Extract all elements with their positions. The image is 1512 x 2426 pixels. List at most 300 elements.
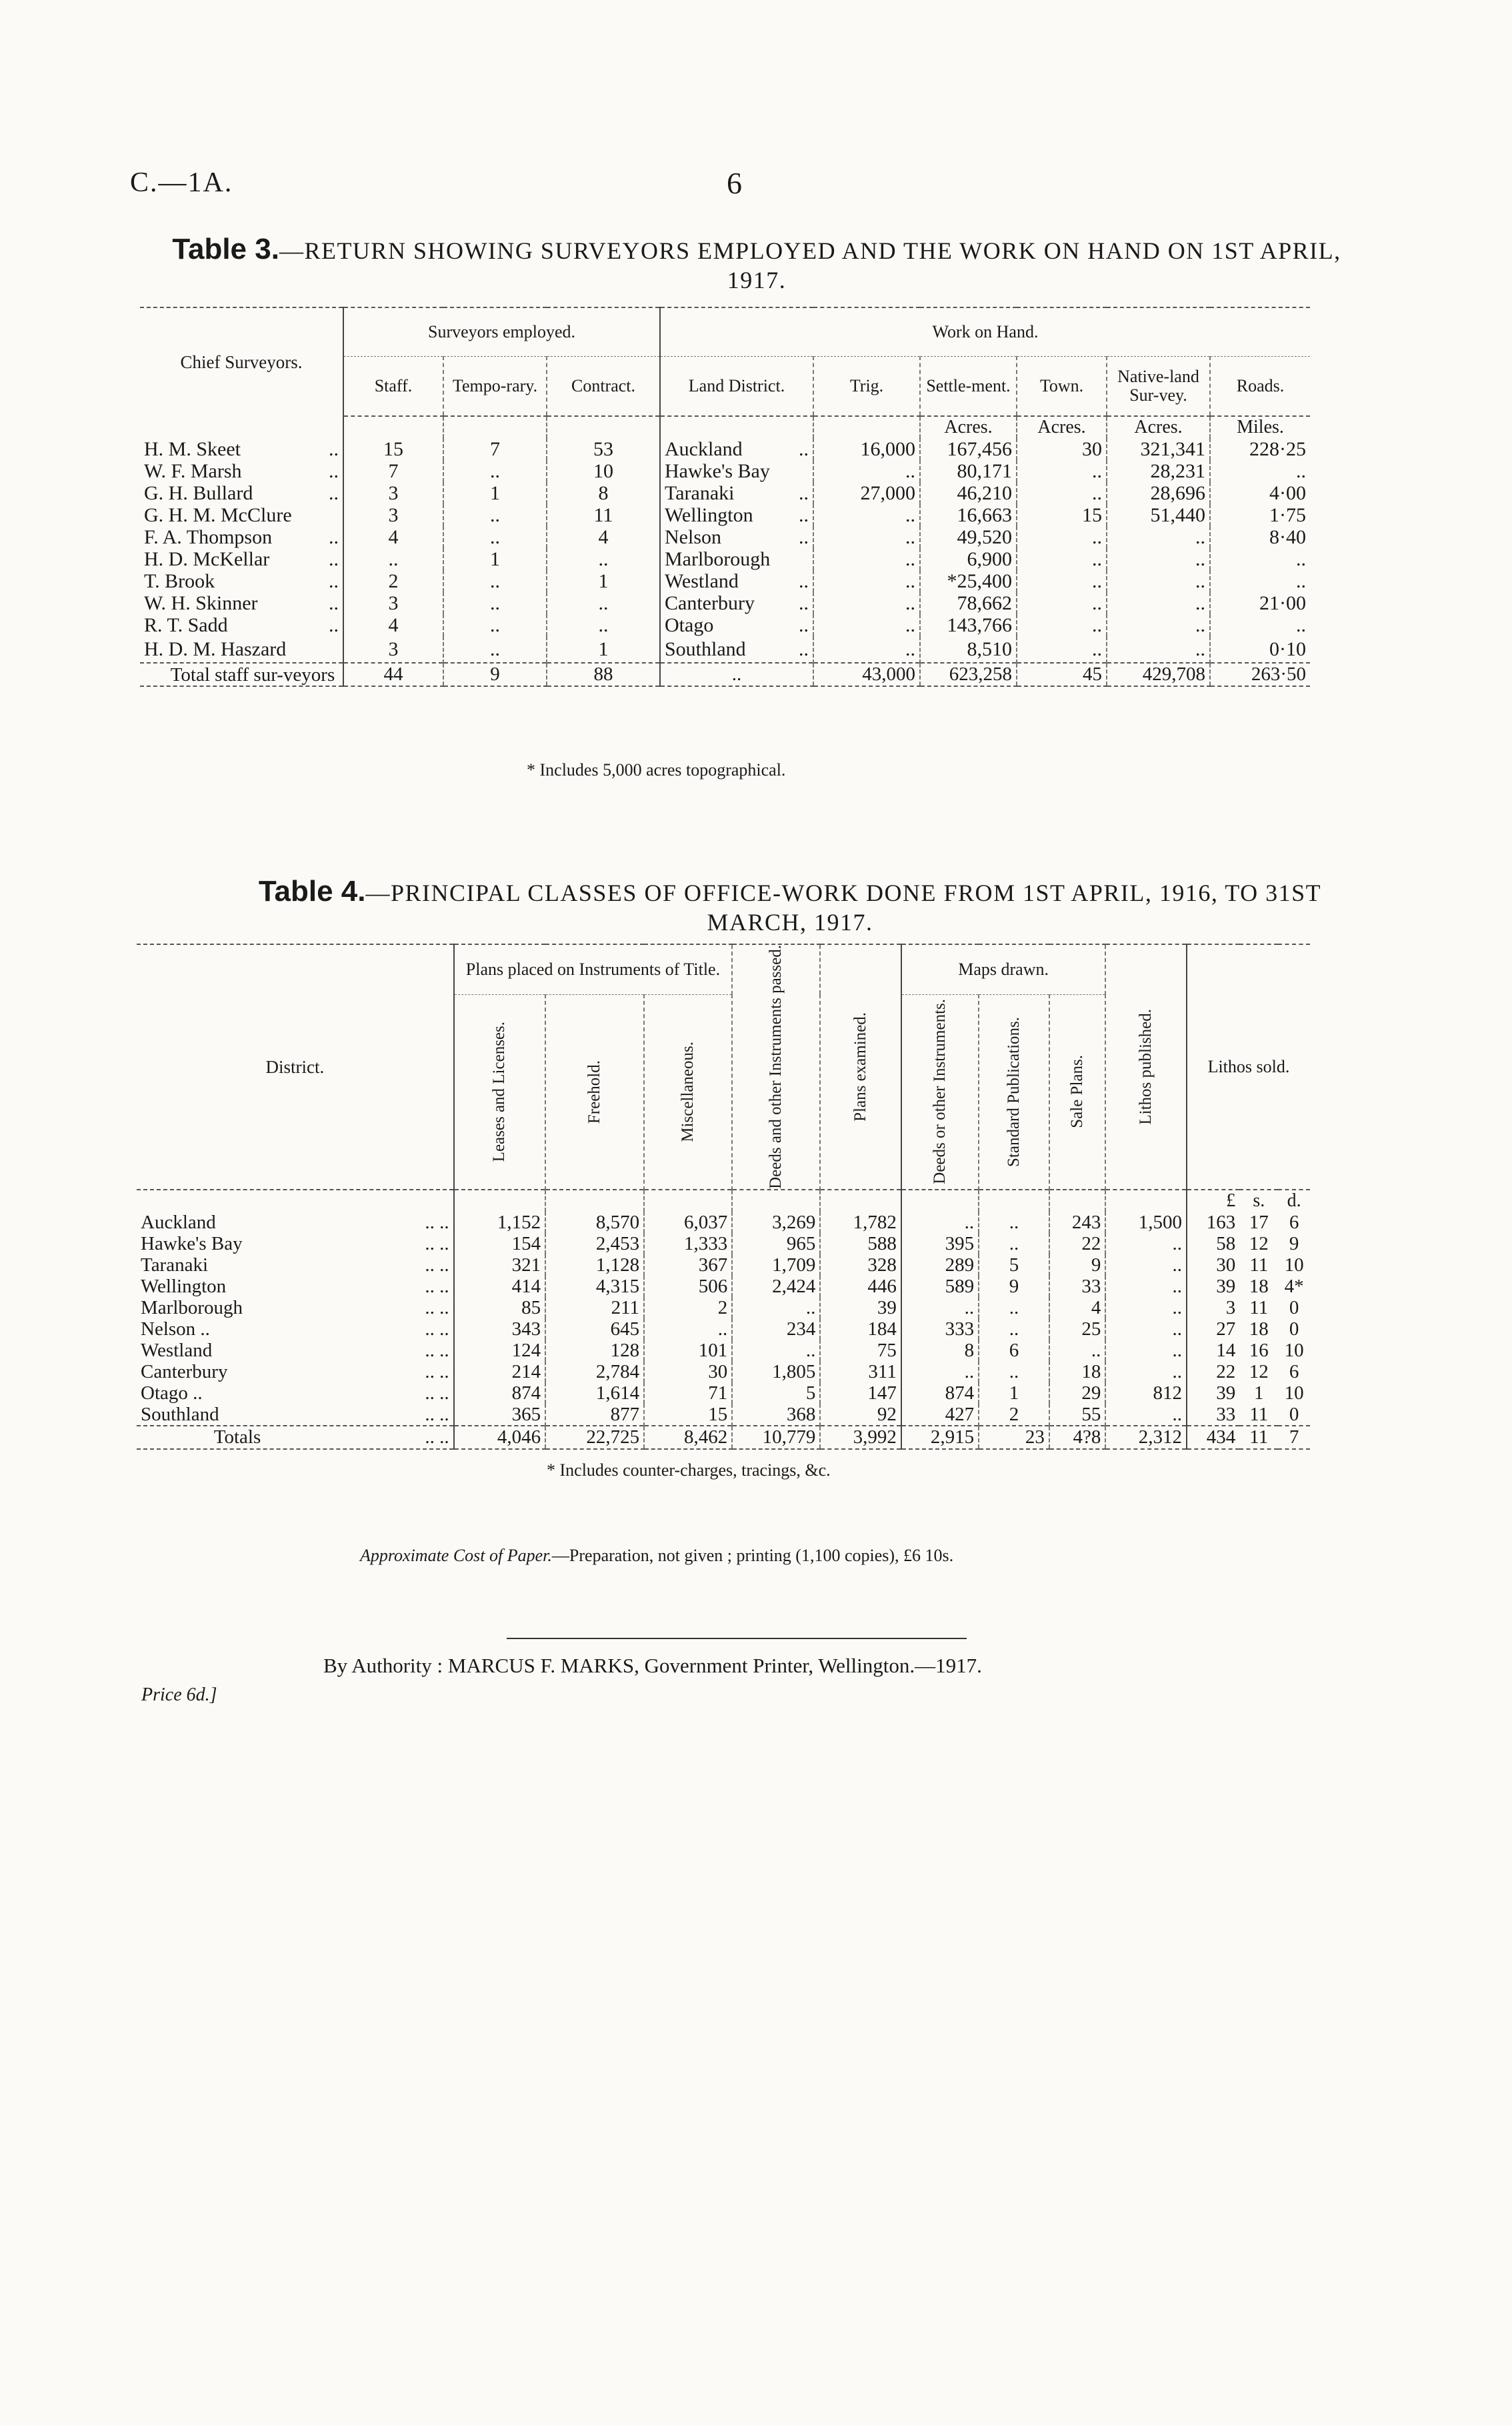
- table3-cell-native: ..: [1107, 614, 1210, 636]
- table4-cell-deeds: 965: [732, 1233, 820, 1254]
- table4-total-label: Totals: [213, 1426, 261, 1448]
- table3-cell-trig: ..: [813, 460, 920, 482]
- table4-cell-pence: 9: [1289, 1232, 1299, 1254]
- table3-district-cell: [660, 548, 813, 570]
- district-name: Hawke's Bay: [141, 1232, 243, 1254]
- table3: [140, 307, 1310, 687]
- table4-row: [137, 1276, 1310, 1297]
- table4-cell-leases: 414: [454, 1276, 545, 1297]
- table4-cell-freehold: 4,315: [545, 1276, 644, 1297]
- table3-chief-cell: [140, 548, 343, 570]
- land-district-name: Marlborough: [665, 548, 771, 570]
- table3-cell-native: ..: [1107, 526, 1210, 548]
- table3-cell-trig: ..: [813, 548, 920, 570]
- leader-dots: ..: [329, 614, 339, 636]
- table4-cell-lithos: ..: [1105, 1318, 1187, 1340]
- group-surveyors-employed: Surveyors employed.: [343, 307, 660, 357]
- table4-total-dots: .. ..: [425, 1426, 449, 1448]
- table3-row: [140, 592, 1310, 614]
- table4-cell-examined: 92: [820, 1404, 901, 1426]
- table4-cell-lithos: 1,500: [1105, 1212, 1187, 1233]
- table4-cell-pounds: 14: [1187, 1340, 1239, 1361]
- district-name: Marlborough: [141, 1296, 243, 1318]
- table3-chief-cell: [140, 636, 343, 663]
- table3-cell-roads: ..: [1210, 614, 1310, 636]
- col-freehold: Freehold.: [585, 1060, 604, 1124]
- unit-settlement: Acres.: [920, 416, 1017, 438]
- table4-total-examined: 3,992: [820, 1426, 901, 1449]
- table3-cell-trig: ..: [813, 570, 920, 592]
- land-district-name: Canterbury: [665, 592, 755, 614]
- table4-cell-pence: 6: [1289, 1211, 1299, 1233]
- table3-cell-roads: ..: [1210, 570, 1310, 592]
- table3-cell-trig: 27,000: [813, 482, 920, 504]
- table4-cell-shillings: 12: [1249, 1232, 1269, 1254]
- table3-cell-roads: 228·25: [1210, 438, 1310, 460]
- table4-cell-freehold: 2,784: [545, 1361, 644, 1382]
- table3-cell-contract: ..: [547, 592, 660, 614]
- table4-total-maps-deeds: 2,915: [901, 1426, 979, 1449]
- table4-cell-pence: 0: [1289, 1296, 1299, 1318]
- table4-cell-lithos: ..: [1105, 1340, 1187, 1361]
- table3-row: [140, 504, 1310, 526]
- table4-cell-freehold: 2,453: [545, 1233, 644, 1254]
- table4-row: [137, 1361, 1310, 1382]
- table3-total-native: 429,708: [1107, 663, 1210, 686]
- table4-cell-standard: 2: [979, 1404, 1049, 1426]
- chief-surveyor-name: W. F. Marsh: [144, 460, 242, 482]
- table4-cell-examined: 446: [820, 1276, 901, 1297]
- district-name: Nelson ..: [141, 1318, 210, 1340]
- table3-cell-staff: 2: [343, 570, 443, 592]
- table3-cell-temporary: ..: [443, 526, 547, 548]
- table4-title-line2: MARCH, 1917.: [707, 909, 873, 936]
- table4-cell-pence: 0: [1289, 1403, 1299, 1425]
- table4-total-shillings: 11: [1239, 1426, 1278, 1449]
- table4-cell-freehold: 877: [545, 1404, 644, 1426]
- table3-chief-cell: [140, 438, 343, 460]
- table4-cell-standard: 9: [979, 1276, 1049, 1297]
- table3-cell-roads: 8·40: [1210, 526, 1310, 548]
- table4-cell-leases: 365: [454, 1404, 545, 1426]
- table4-total-leases: 4,046: [454, 1426, 545, 1449]
- table4-cell-deeds: 2,424: [732, 1276, 820, 1297]
- col-district: District.: [137, 944, 454, 1190]
- col-miscellaneous: Miscellaneous.: [679, 1041, 697, 1142]
- table4-total-pounds: 434: [1187, 1426, 1239, 1449]
- table3-chief-cell: [140, 592, 343, 614]
- table4-cell-leases: 124: [454, 1340, 545, 1361]
- table4-cell-pounds: 39: [1187, 1276, 1239, 1297]
- cost-note-text: —Preparation, not given ; printing (1,100 copies), £6 10s.: [551, 1546, 954, 1565]
- leader-dots: .. ..: [425, 1403, 449, 1425]
- table4-cell-deeds: 5: [732, 1382, 820, 1404]
- table4-cell-standard: ..: [979, 1233, 1049, 1254]
- table4-cell-leases: 1,152: [454, 1212, 545, 1233]
- district-name: Taranaki: [141, 1254, 209, 1276]
- table3-cell-roads: ..: [1210, 460, 1310, 482]
- table4-cell-sale: ..: [1049, 1340, 1106, 1361]
- chief-surveyor-name: F. A. Thompson: [144, 526, 273, 548]
- chief-surveyor-name: H. M. Skeet: [144, 438, 241, 460]
- imprint-prefix: By Authority :: [323, 1654, 443, 1677]
- table3-cell-settlement: 8,510: [920, 636, 1017, 663]
- table4-cell-pounds: 33: [1187, 1404, 1239, 1426]
- table4-district-cell: [137, 1382, 454, 1404]
- table3-total-town: 45: [1017, 663, 1107, 686]
- table3-cell-temporary: ..: [443, 614, 547, 636]
- col-standard-publications: Standard Publications.: [1004, 1016, 1023, 1167]
- table3-cell-staff: 15: [343, 438, 443, 460]
- table4-cell-sale: 22: [1049, 1233, 1106, 1254]
- col-town: Town.: [1017, 357, 1107, 417]
- leader-dots: ..: [329, 460, 339, 482]
- table4-cell-standard: 1: [979, 1382, 1049, 1404]
- cost-note-label: Approximate Cost of Paper.: [360, 1546, 552, 1565]
- table4-cell-sale: 55: [1049, 1404, 1106, 1426]
- table4-cell-deeds: ..: [732, 1340, 820, 1361]
- table3-district-cell: [660, 614, 813, 636]
- leader-dots: ..: [799, 592, 809, 614]
- col-deeds-passed: Deeds and other Instruments passed.: [767, 945, 785, 1189]
- table4-cell-sale: 18: [1049, 1361, 1106, 1382]
- table4-cell-deeds: 368: [732, 1404, 820, 1426]
- chief-surveyor-name: W. H. Skinner: [144, 592, 258, 614]
- table4-total-sale: 4?8: [1049, 1426, 1106, 1449]
- col-leases-licenses: Leases and Licenses.: [490, 1022, 509, 1162]
- table4-row: [137, 1382, 1310, 1404]
- table4-cell-maps-deeds: 395: [901, 1233, 979, 1254]
- unit-town: Acres.: [1017, 416, 1107, 438]
- table3-total-contract: 88: [547, 663, 660, 686]
- table3-cell-contract: 4: [547, 526, 660, 548]
- table4-cell-maps-deeds: ..: [901, 1361, 979, 1382]
- district-name: Westland: [141, 1339, 213, 1361]
- table3-district-cell: [660, 592, 813, 614]
- table4-total-pence: 7: [1278, 1426, 1310, 1449]
- table4-district-cell: [137, 1318, 454, 1340]
- table4-cell-leases: 343: [454, 1318, 545, 1340]
- district-name: Wellington: [141, 1275, 227, 1297]
- table4-cell-maps-deeds: 589: [901, 1276, 979, 1297]
- table4-title: [133, 877, 1447, 937]
- table4-cell-misc: 71: [644, 1382, 732, 1404]
- table3-footnote: * Includes 5,000 acres topographical.: [527, 760, 786, 780]
- table4-cell-maps-deeds: 289: [901, 1254, 979, 1276]
- leader-dots: ..: [799, 438, 809, 460]
- table3-row: [140, 438, 1310, 460]
- table3-cell-trig: ..: [813, 614, 920, 636]
- land-district-name: Nelson: [665, 526, 721, 548]
- col-chief-surveyors: Chief Surveyors.: [140, 307, 343, 416]
- table3-cell-town: ..: [1017, 592, 1107, 614]
- table4-cell-pence: 0: [1289, 1318, 1299, 1340]
- table3-row: [140, 482, 1310, 504]
- table3-total-temporary: 9: [443, 663, 547, 686]
- land-district-name: Wellington: [665, 504, 753, 526]
- leader-dots: ..: [329, 570, 339, 592]
- table3-cell-temporary: ..: [443, 592, 547, 614]
- table4-cell-deeds: 3,269: [732, 1212, 820, 1233]
- table4-cell-misc: 101: [644, 1340, 732, 1361]
- table3-cell-staff: 3: [343, 482, 443, 504]
- table4-cell-pounds: 39: [1187, 1382, 1239, 1404]
- page-number: 6: [727, 166, 742, 200]
- table4-cell-pounds: 58: [1187, 1233, 1239, 1254]
- table4-cell-shillings: 16: [1249, 1339, 1269, 1361]
- table4-cell-misc: 1,333: [644, 1233, 732, 1254]
- table3-cell-temporary: 7: [443, 438, 547, 460]
- table3-row: [140, 614, 1310, 636]
- table4-cell-misc: 15: [644, 1404, 732, 1426]
- table4-district-cell: [137, 1212, 454, 1233]
- table3-cell-staff: ..: [343, 548, 443, 570]
- table3-row: [140, 636, 1310, 663]
- table4-cell-pounds: 163: [1187, 1212, 1239, 1233]
- table3-cell-native: 28,231: [1107, 460, 1210, 482]
- imprint-suffix: , Government Printer, Wellington.—1917.: [634, 1654, 982, 1677]
- table3-row: [140, 526, 1310, 548]
- table4-district-cell: [137, 1361, 454, 1382]
- table3-cell-native: ..: [1107, 548, 1210, 570]
- table4-cell-freehold: 1,128: [545, 1254, 644, 1276]
- district-name: Otago ..: [141, 1382, 203, 1404]
- table3-cell-contract: ..: [547, 548, 660, 570]
- table3-cell-staff: 3: [343, 504, 443, 526]
- table4-district-cell: [137, 1276, 454, 1297]
- table4-cell-shillings: 1: [1254, 1382, 1264, 1404]
- table3-cell-contract: 10: [547, 460, 660, 482]
- table3-cell-contract: ..: [547, 614, 660, 636]
- table4-cell-freehold: 8,570: [545, 1212, 644, 1233]
- table3-total-label: Total staff sur-veyors: [140, 663, 343, 686]
- table4-cell-shillings: 11: [1249, 1254, 1269, 1276]
- table3-cell-contract: 11: [547, 504, 660, 526]
- table4-cell-leases: 874: [454, 1382, 545, 1404]
- table4-cell-shillings: 12: [1249, 1360, 1269, 1382]
- table4-title-line1: —PRINCIPAL CLASSES OF OFFICE-WORK DONE FROM 1ST APRIL, 1916, TO 31ST: [365, 880, 1322, 906]
- table4-district-cell: [137, 1404, 454, 1426]
- table4-cell-leases: 214: [454, 1361, 545, 1382]
- table4-cell-standard: ..: [979, 1361, 1049, 1382]
- table3-title: [100, 235, 1413, 295]
- table3-row: [140, 570, 1310, 592]
- table3-total-settlement: 623,258: [920, 663, 1017, 686]
- table3-cell-native: 28,696: [1107, 482, 1210, 504]
- leader-dots: .. ..: [425, 1254, 449, 1276]
- table3-cell-roads: 0·10: [1210, 636, 1310, 663]
- table4-cell-examined: 1,782: [820, 1212, 901, 1233]
- table4-total-misc: 8,462: [644, 1426, 732, 1449]
- table3-cell-settlement: 167,456: [920, 438, 1017, 460]
- unit-native: Acres.: [1107, 416, 1210, 438]
- table3-cell-staff: 4: [343, 526, 443, 548]
- col-plans-examined: Plans examined.: [851, 1012, 870, 1122]
- table4-district-cell: [137, 1254, 454, 1276]
- table4-total-deeds: 10,779: [732, 1426, 820, 1449]
- table4-cell-sale: 4: [1049, 1297, 1106, 1318]
- table4-cell-lithos: ..: [1105, 1297, 1187, 1318]
- table4-cell-misc: 506: [644, 1276, 732, 1297]
- table3-cell-native: 321,341: [1107, 438, 1210, 460]
- leader-dots: ..: [799, 638, 809, 660]
- table3-total-staff: 44: [343, 663, 443, 686]
- table4-cell-shillings: 11: [1249, 1403, 1269, 1425]
- table4-cell-examined: 588: [820, 1233, 901, 1254]
- group-plans-placed: Plans placed on Instruments of Title.: [454, 944, 733, 994]
- table4-cell-standard: 5: [979, 1254, 1049, 1276]
- table4-cell-sale: 243: [1049, 1212, 1106, 1233]
- leader-dots: .. ..: [425, 1318, 449, 1340]
- table4-cell-examined: 39: [820, 1297, 901, 1318]
- col-lithos-sold: Lithos sold.: [1187, 944, 1310, 1190]
- table4-cell-misc: 6,037: [644, 1212, 732, 1233]
- table4-cell-misc: 2: [644, 1297, 732, 1318]
- table4-cell-sale: 25: [1049, 1318, 1106, 1340]
- table4-row: [137, 1254, 1310, 1276]
- table4-cell-pence: 6: [1289, 1360, 1299, 1382]
- table4-cell-leases: 321: [454, 1254, 545, 1276]
- table4-cell-maps-deeds: 333: [901, 1318, 979, 1340]
- table4-cell-examined: 147: [820, 1382, 901, 1404]
- table4-cell-standard: 6: [979, 1340, 1049, 1361]
- table4-district-cell: [137, 1340, 454, 1361]
- leader-dots: .. ..: [425, 1232, 449, 1254]
- leader-dots: ..: [799, 482, 809, 504]
- table3-title-line2: 1917.: [727, 267, 787, 293]
- unit-pounds: £: [1187, 1190, 1239, 1212]
- table4-cell-lithos: ..: [1105, 1254, 1187, 1276]
- table4-cell-pence: 10: [1284, 1339, 1304, 1361]
- table4-total-standard: 23: [979, 1426, 1049, 1449]
- table3-cell-settlement: 49,520: [920, 526, 1017, 548]
- chief-surveyor-name: G. H. Bullard: [144, 482, 253, 504]
- col-contract: Contract.: [547, 357, 660, 417]
- table4-cell-pounds: 3: [1187, 1297, 1239, 1318]
- chief-surveyor-name: H. D. M. Haszard: [144, 638, 287, 660]
- table3-cell-settlement: *25,400: [920, 570, 1017, 592]
- table3-cell-trig: ..: [813, 504, 920, 526]
- col-roads: Roads.: [1210, 357, 1310, 417]
- table4-cell-pounds: 22: [1187, 1361, 1239, 1382]
- col-staff: Staff.: [343, 357, 443, 417]
- table4-total-freehold: 22,725: [545, 1426, 644, 1449]
- table3-cell-contract: 1: [547, 636, 660, 663]
- table3-cell-settlement: 78,662: [920, 592, 1017, 614]
- col-lithos-published: Lithos published.: [1137, 1009, 1155, 1125]
- table3-cell-town: 30: [1017, 438, 1107, 460]
- document-reference: C.—1A.: [130, 167, 233, 198]
- table3-cell-settlement: 143,766: [920, 614, 1017, 636]
- table4-cell-maps-deeds: ..: [901, 1297, 979, 1318]
- table4-cell-maps-deeds: ..: [901, 1212, 979, 1233]
- table4-row: [137, 1233, 1310, 1254]
- table3-cell-contract: 1: [547, 570, 660, 592]
- table3-district-cell: [660, 504, 813, 526]
- imprint-rule: [507, 1638, 967, 1639]
- table4-cell-pence: 10: [1284, 1382, 1304, 1404]
- chief-surveyor-name: T. Brook: [144, 570, 215, 592]
- price: Price 6d.]: [141, 1684, 217, 1705]
- group-work-on-hand: Work on Hand.: [660, 307, 1310, 357]
- table3-cell-staff: 7: [343, 460, 443, 482]
- table4-cell-lithos: ..: [1105, 1361, 1187, 1382]
- table3-chief-cell: [140, 614, 343, 636]
- table4-cell-deeds: 1,805: [732, 1361, 820, 1382]
- chief-surveyor-name: G. H. M. McClure: [144, 504, 292, 526]
- table4-row: [137, 1318, 1310, 1340]
- col-sale-plans: Sale Plans.: [1068, 1055, 1087, 1129]
- imprint: [323, 1654, 982, 1678]
- group-maps-drawn: Maps drawn.: [901, 944, 1106, 994]
- table4-total-cell: [137, 1426, 454, 1449]
- table4: [137, 944, 1310, 1450]
- table4-cell-maps-deeds: 427: [901, 1404, 979, 1426]
- table4-cell-pounds: 27: [1187, 1318, 1239, 1340]
- table3-cell-town: ..: [1017, 548, 1107, 570]
- leader-dots: ..: [799, 570, 809, 592]
- table4-cell-freehold: 211: [545, 1297, 644, 1318]
- table4-row: [137, 1297, 1310, 1318]
- table4-cell-standard: ..: [979, 1212, 1049, 1233]
- table4-cell-leases: 154: [454, 1233, 545, 1254]
- district-name: Southland: [141, 1403, 219, 1425]
- table4-cell-shillings: 18: [1249, 1275, 1269, 1297]
- table4-cell-misc: 367: [644, 1254, 732, 1276]
- land-district-name: Otago: [665, 614, 714, 636]
- table3-cell-native: 51,440: [1107, 504, 1210, 526]
- table4-cell-maps-deeds: 8: [901, 1340, 979, 1361]
- table3-cell-roads: 4·00: [1210, 482, 1310, 504]
- table4-cell-pence: 4*: [1284, 1275, 1304, 1297]
- table3-district-cell: [660, 438, 813, 460]
- leader-dots: ..: [799, 614, 809, 636]
- table3-cell-staff: 4: [343, 614, 443, 636]
- table3-cell-town: 15: [1017, 504, 1107, 526]
- table4-cell-freehold: 128: [545, 1340, 644, 1361]
- unit-shillings: s.: [1253, 1190, 1265, 1211]
- leader-dots: ..: [329, 438, 339, 460]
- table3-chief-cell: [140, 460, 343, 482]
- col-maps-deeds: Deeds or other Instruments.: [930, 999, 949, 1185]
- table4-cell-leases: 85: [454, 1297, 545, 1318]
- table3-total-roads: 263·50: [1210, 663, 1310, 686]
- table4-cell-sale: 33: [1049, 1276, 1106, 1297]
- table4-cell-deeds: 234: [732, 1318, 820, 1340]
- col-land-district: Land District.: [660, 357, 813, 417]
- table3-cell-staff: 3: [343, 592, 443, 614]
- leader-dots: ..: [799, 526, 809, 548]
- table3-cell-native: ..: [1107, 592, 1210, 614]
- table3-cell-contract: 8: [547, 482, 660, 504]
- table4-cell-standard: ..: [979, 1297, 1049, 1318]
- district-name: Canterbury: [141, 1360, 228, 1382]
- table3-cell-settlement: 46,210: [920, 482, 1017, 504]
- table3-cell-roads: ..: [1210, 548, 1310, 570]
- table3-cell-temporary: ..: [443, 504, 547, 526]
- table3-district-cell: [660, 482, 813, 504]
- table3-district-cell: [660, 526, 813, 548]
- chief-surveyor-name: H. D. McKellar: [144, 548, 270, 570]
- table3-cell-temporary: 1: [443, 482, 547, 504]
- col-native-land-survey: Native-land Sur-vey.: [1107, 357, 1210, 417]
- leader-dots: .. ..: [425, 1382, 449, 1404]
- table4-cell-pounds: 30: [1187, 1254, 1239, 1276]
- land-district-name: Hawke's Bay: [665, 460, 770, 482]
- table3-chief-cell: [140, 526, 343, 548]
- table4-cell-lithos: ..: [1105, 1233, 1187, 1254]
- leader-dots: .. ..: [425, 1360, 449, 1382]
